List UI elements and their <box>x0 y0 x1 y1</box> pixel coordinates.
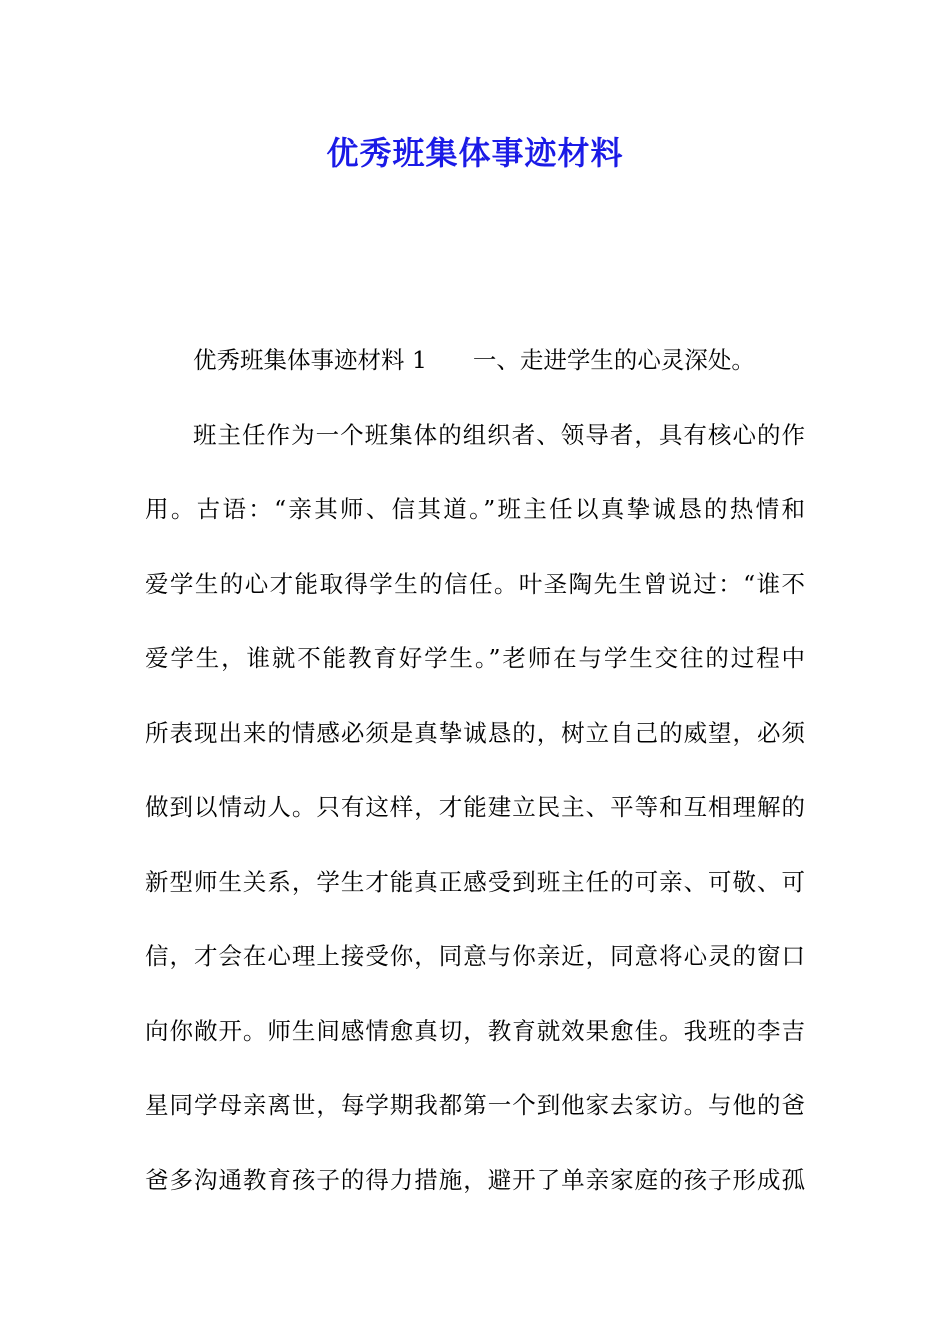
paragraph-line: 做到以情动人。只有这样，才能建立民主、平等和互相理解的 <box>145 793 805 821</box>
document-body <box>145 332 805 1226</box>
paragraph-line: 班主任作为一个班集体的组织者、领导者，具有核心的作 <box>193 420 805 449</box>
paragraph-line: 爱学生，谁就不能教育好学生。”老师在与学生交往的过程中 <box>145 644 805 672</box>
paragraph-line: 所表现出来的情感必须是真挚诚恳的，树立自己的威望，必须 <box>145 718 805 747</box>
section-heading: 一、走进学生的心灵深处。 <box>472 346 755 374</box>
paragraph-line: 新型师生关系，学生才能真正感受到班主任的可亲、可敬、可 <box>145 867 805 896</box>
subtitle-line <box>145 332 805 407</box>
subtitle-label: 优秀班集体事迹材料 1 <box>193 346 427 374</box>
paragraph-line: 用。古语：“亲其师、信其道。”班主任以真挚诚恳的热情和 <box>145 495 805 523</box>
paragraph-line: 向你敞开。师生间感情愈真切，教育就效果愈佳。我班的李吉 <box>145 1016 805 1045</box>
document-title: 优秀班集体事迹材料 <box>326 134 624 172</box>
paragraph-line: 爸多沟通教育孩子的得力措施，避开了单亲家庭的孩子形成孤 <box>145 1165 805 1194</box>
paragraph-line: 信，才会在心理上接受你，同意与你亲近，同意将心灵的窗口 <box>145 942 805 970</box>
paragraph-line: 星同学母亲离世，每学期我都第一个到他家去家访。与他的爸 <box>145 1091 805 1119</box>
paragraph-line: 爱学生的心才能取得学生的信任。叶圣陶先生曾说过：“谁不 <box>145 569 805 598</box>
